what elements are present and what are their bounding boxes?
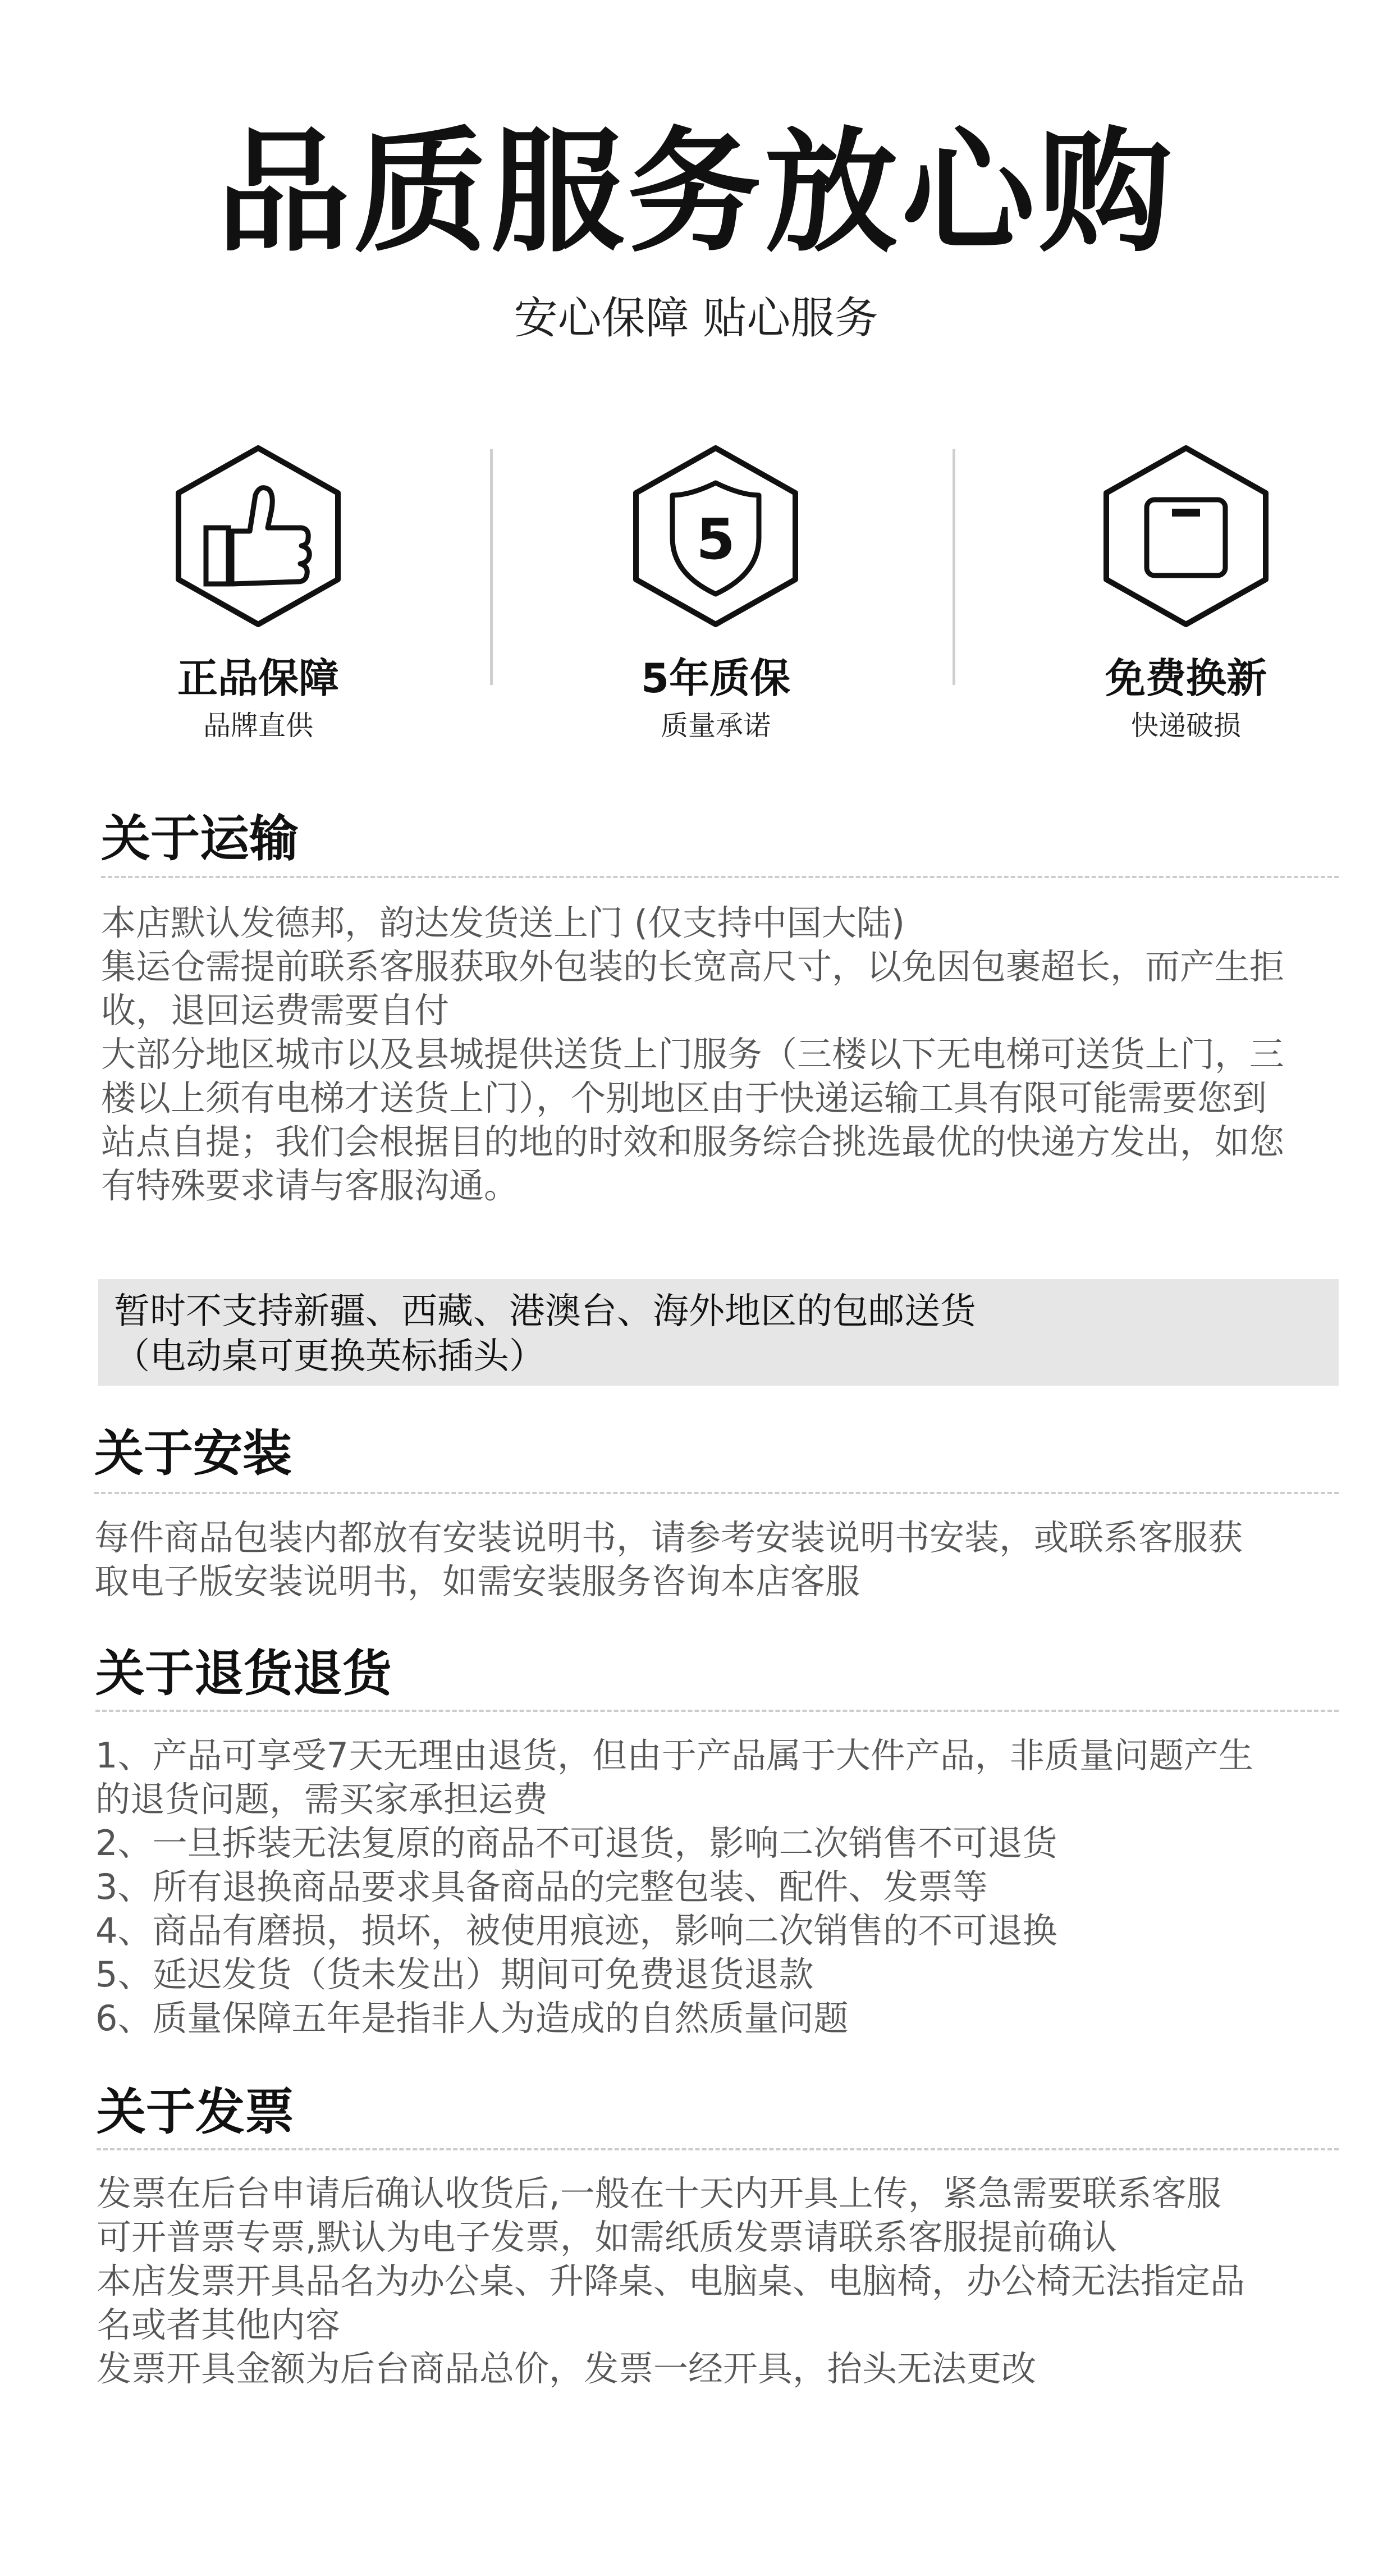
text-line: 的退货问题，需买家承担运费 bbox=[95, 1779, 548, 1820]
section-divider bbox=[97, 2148, 1339, 2150]
page-title: 品质服务放心购 bbox=[217, 115, 1175, 271]
text-line: 本店默认发德邦，韵达发货送上门 (仅支持中国大陆) bbox=[101, 902, 905, 943]
text-line: 5、延迟发货（货未发出）期间可免费退货退款 bbox=[95, 1954, 814, 1995]
shipping-text bbox=[101, 901, 1284, 1208]
invoice-text bbox=[97, 2172, 1245, 2391]
install-text bbox=[94, 1516, 1243, 1604]
feature-genuine bbox=[62, 444, 455, 742]
text-line: 3、所有退换商品要求具备商品的完整包装、配件、发票等 bbox=[95, 1866, 988, 1907]
feature-subtitle: 品牌直供 bbox=[203, 710, 313, 742]
notice-line: 暂时不支持新疆、西藏、港澳台、海外地区的包邮送货 bbox=[114, 1291, 976, 1332]
text-line: 取电子版安装说明书，如需安装服务咨询本店客服 bbox=[94, 1561, 860, 1602]
text-line: 1、产品可享受7天无理由退货，但由于产品属于大件产品，非质量问题产生 bbox=[95, 1735, 1253, 1776]
section-divider bbox=[94, 1492, 1339, 1494]
thumbs-up-icon bbox=[171, 444, 345, 629]
section-title-returns: 关于退货退货 bbox=[95, 1645, 392, 1702]
shield-number: 5 bbox=[696, 506, 735, 572]
text-line: 每件商品包装内都放有安装说明书，请参考安装说明书安装，或联系客服获 bbox=[94, 1517, 1243, 1558]
text-line: 站点自提；我们会根据目的地的时效和服务综合挑选最优的快递方发出，如您 bbox=[101, 1121, 1285, 1162]
returns-text bbox=[95, 1734, 1253, 2040]
section-divider bbox=[95, 1710, 1339, 1712]
section-title-shipping: 关于运输 bbox=[101, 810, 299, 867]
text-line: 集运仓需提前联系客服获取外包装的长宽高尺寸，以免因包裹超长，而产生拒 bbox=[101, 946, 1285, 987]
text-line: 有特殊要求请与客服沟通。 bbox=[101, 1165, 519, 1206]
text-line: 可开普票专票,默认为电子发票，如需纸质发票请联系客服提前确认 bbox=[97, 2217, 1117, 2258]
feature-warranty bbox=[519, 444, 912, 742]
feature-replacement bbox=[990, 444, 1382, 742]
notice-line: （电动桌可更换英标插头） bbox=[114, 1336, 545, 1377]
text-line: 收，退回运费需要自付 bbox=[101, 990, 450, 1031]
page-subtitle: 安心保障 贴心服务 bbox=[514, 293, 878, 344]
text-line: 4、商品有磨损，损坏，被使用痕迹，影响二次销售的不可退换 bbox=[95, 1910, 1057, 1951]
text-line: 名或者其他内容 bbox=[97, 2304, 341, 2345]
shipping-notice-box bbox=[98, 1279, 1339, 1386]
text-line: 2、一旦拆装无法复原的商品不可退货，影响二次销售不可退货 bbox=[95, 1823, 1057, 1864]
feature-title: 5年质保 bbox=[640, 655, 791, 702]
text-line: 楼以上须有电梯才送货上门），个别地区由于快递运输工具有限可能需要您到 bbox=[101, 1077, 1267, 1118]
feature-subtitle: 质量承诺 bbox=[660, 710, 771, 742]
text-line: 发票开具金额为后台商品总价，发票一经开具，抬头无法更改 bbox=[97, 2348, 1037, 2389]
section-title-install: 关于安装 bbox=[94, 1424, 292, 1482]
text-line: 6、质量保障五年是指非人为造成的自然质量问题 bbox=[95, 1998, 849, 2039]
section-title-invoice: 关于发票 bbox=[97, 2083, 295, 2141]
box-icon bbox=[1099, 444, 1273, 629]
feature-subtitle: 快递破损 bbox=[1130, 710, 1241, 742]
feature-divider bbox=[490, 449, 493, 685]
feature-divider bbox=[953, 449, 955, 685]
feature-title: 免费换新 bbox=[1105, 655, 1267, 702]
section-divider bbox=[101, 876, 1339, 878]
text-line: 大部分地区城市以及县城提供送货上门服务（三楼以下无电梯可送货上门，三 bbox=[101, 1034, 1285, 1075]
shield-5-icon bbox=[629, 444, 803, 629]
text-line: 发票在后台申请后确认收货后,一般在十天内开具上传，紧急需要联系客服 bbox=[97, 2173, 1221, 2214]
feature-title: 正品保障 bbox=[177, 655, 339, 702]
text-line: 本店发票开具品名为办公桌、升降桌、电脑桌、电脑椅，办公椅无法指定品 bbox=[97, 2260, 1246, 2301]
